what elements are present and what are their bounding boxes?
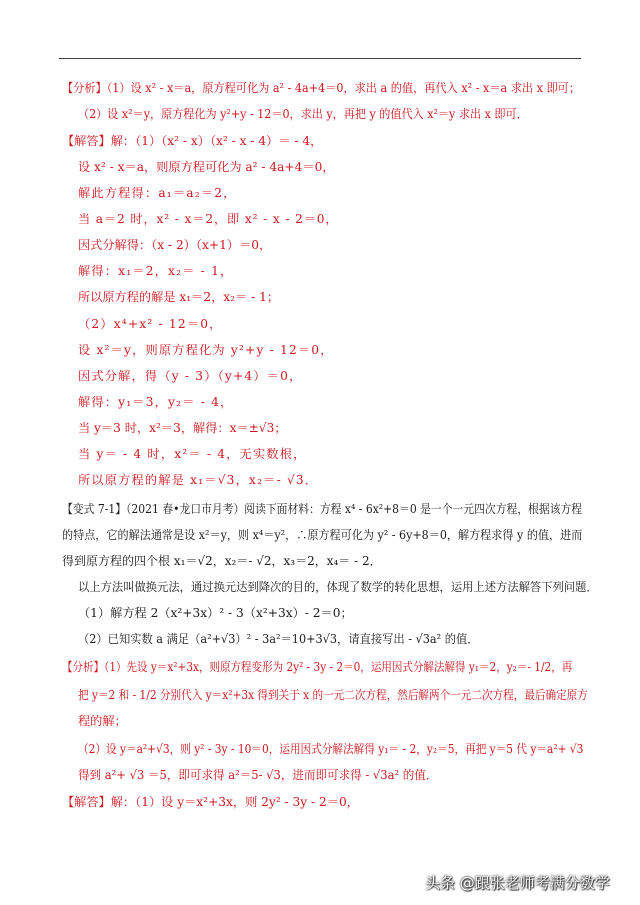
text-line: 解得：y₁＝3，y₂＝ - 4，	[78, 395, 234, 409]
header-rule	[59, 58, 581, 59]
watermark-text: 头条 @跟张老师考满分数学	[425, 874, 610, 892]
text-line: （2）x⁴+x² - 12＝0，	[78, 317, 223, 331]
text-line: （2）设 x²＝y，原方程化为 y²+y - 12＝0，求出 y，再把 y 的值代入 x²＝y 求出 x 即可．	[78, 107, 528, 121]
watermark	[425, 872, 610, 893]
text-line: 得到原方程的四个根 x₁＝√2，x₂＝- √2，x₃＝2，x₄＝ - 2．	[62, 554, 382, 568]
text-line: （1）解方程 2（x²+3x）² - 3（x²+3x）- 2＝0；	[78, 606, 353, 620]
text-line: 所以原方程的解是 x₁＝2，x₂＝ - 1；	[78, 290, 280, 304]
text-line: 程的解；	[78, 714, 127, 728]
text-line: （2）设 y＝a²+√3，则 y² - 3y - 10＝0，运用因式分解法解得 y₁＝ - 2，y₂＝5，再把 y＝5 代 y＝a²+ √3	[78, 742, 584, 756]
text-line: 解此方程得：a₁＝a₂＝2，	[78, 186, 237, 200]
text-line: 【变式 7-1】（2021 春•龙口市月考）阅读下面材料：方程 x⁴ - 6x²+8＝0 是一个一元四次方程，根据该方程	[62, 502, 583, 516]
text-line: 因式分解得：（x - 2）（x+1）＝0，	[78, 238, 272, 252]
text-line: 设 x²＝y，则原方程化为 y²+y - 12＝0，	[78, 343, 334, 357]
text-line: 因式分解，得（y - 3）（y+4）＝0，	[78, 369, 303, 383]
text-line: 【解答】解：（1）（x² - x）（x² - x - 4）＝ - 4，	[62, 134, 323, 148]
text-line: 【分析】（1）设 x² - x＝a，原方程可化为 a² - 4a+4＝0，求出 a 的值，再代入 x² - x＝a 求出 x 即可；	[62, 81, 581, 95]
text-line: 解得：x₁＝2，x₂＝ - 1，	[78, 264, 234, 278]
text-line: 所以原方程的解是 x₁＝√3，x₂＝- √3．	[78, 473, 319, 487]
text-line: 当 y＝ - 4 时，x²＝ - 4，无实数根，	[78, 447, 307, 461]
text-line: 当 a＝2 时，x² - x＝2，即 x² - x - 2＝0，	[78, 212, 339, 226]
text-line: 【解答】解：（1）设 y＝x²+3x，则 2y² - 3y - 2＝0，	[62, 795, 359, 809]
text-line: 的特点，它的解法通常是设 x²＝y，则 x⁴＝y²，∴原方程可化为 y² - 6y+8＝0，解方程求得 y 的值，进而	[62, 528, 583, 542]
text-line: 【分析】（1）先设 y＝x²+3x，则原方程变形为 2y² - 3y - 2＝0，运用因式分解法解得 y₁＝2，y₂＝- 1/2，再	[62, 660, 573, 674]
text-line: 设 x² - x＝a，则原方程可化为 a² - 4a+4＝0，	[78, 160, 335, 174]
text-line: 得到 a²+ √3 ＝5，即可求得 a²＝5- √3，进而即可求得 - √3a² 的值．	[78, 768, 438, 782]
text-line: （2）已知实数 a 满足（a²+√3）² - 3a²＝10+3√3，请直接写出 - √3a² 的值．	[78, 632, 479, 646]
text-line: 以上方法叫做换元法，通过换元达到降次的目的，体现了数学的转化思想，运用上述方法解答下列问题．	[78, 580, 598, 594]
text-line: 把 y＝2 和 - 1/2 分别代入 y＝x²+3x 得到关于 x 的一元二次方程，然后解两个一元二次方程，最后确定原方	[78, 688, 588, 702]
text-line: 当 y＝3 时，x²＝3，解得：x＝±√3；	[78, 421, 287, 435]
